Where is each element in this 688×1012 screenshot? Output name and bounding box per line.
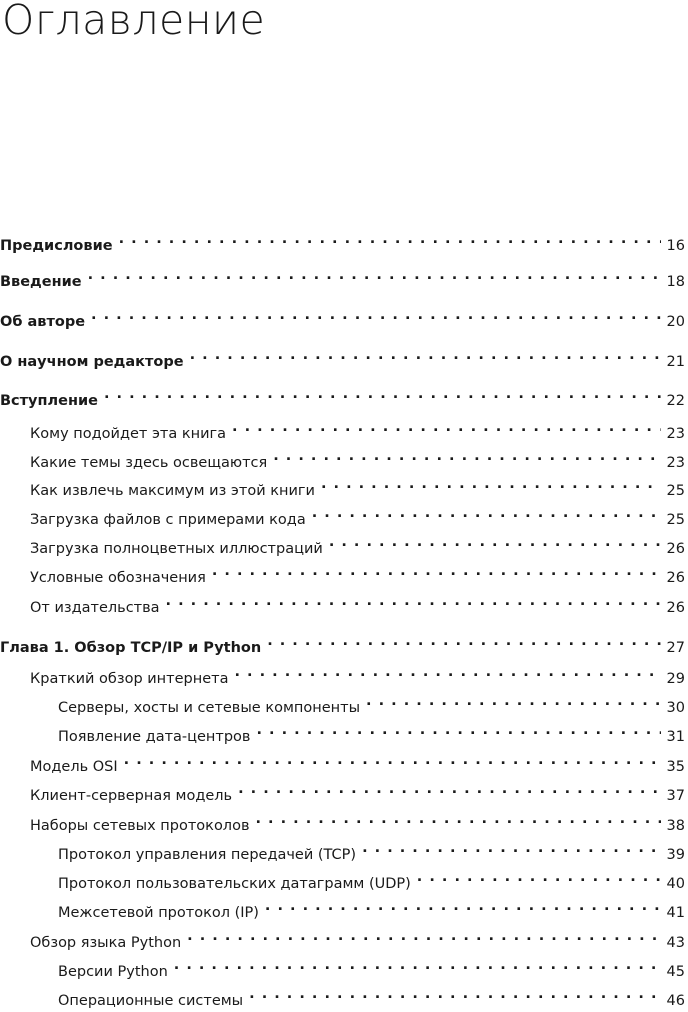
toc-entry[interactable] xyxy=(0,445,688,471)
toc-entry-title: Загрузка файлов с примерами кода xyxy=(30,512,306,528)
dot-leader xyxy=(366,690,661,712)
toc-entry-title: Кому подойдет эта книга xyxy=(30,426,227,442)
toc-entry-page-number: 46 xyxy=(666,993,685,1009)
toc-entry[interactable] xyxy=(0,590,688,616)
toc-entry-page-number: 40 xyxy=(666,876,685,892)
toc-entry[interactable] xyxy=(0,690,688,716)
toc-entry-title: Межсетевой протокол (IP) xyxy=(58,905,259,921)
toc-entry-page-number: 22 xyxy=(666,393,685,409)
toc-entry[interactable] xyxy=(0,749,688,775)
toc-entry-page-number: 21 xyxy=(666,354,685,370)
toc-entry-page-number: 27 xyxy=(666,640,685,656)
toc-entry[interactable] xyxy=(0,837,688,863)
toc-entry-title: От издательства xyxy=(30,600,160,616)
toc-entry-title: Обзор языка Python xyxy=(30,935,182,951)
dot-leader xyxy=(256,808,661,830)
toc-entry-title: Какие темы здесь освещаются xyxy=(30,455,268,471)
toc-entry-title: Модель OSI xyxy=(30,759,118,775)
page-title: Оглавление xyxy=(2,0,266,44)
toc-entry-page-number: 23 xyxy=(666,455,685,471)
toc-entry-page-number: 30 xyxy=(666,700,685,716)
dot-leader xyxy=(238,778,660,800)
toc-entry[interactable] xyxy=(0,304,688,330)
toc-entry[interactable] xyxy=(0,473,688,499)
dot-leader xyxy=(234,661,660,683)
toc-entry[interactable] xyxy=(0,866,688,892)
toc-entry-page-number: 43 xyxy=(666,935,685,951)
toc-entry[interactable] xyxy=(0,416,688,442)
toc-entry-title: Вступление xyxy=(0,393,98,409)
dot-leader xyxy=(91,304,661,326)
toc-entry-title: Серверы, хосты и сетевые компоненты xyxy=(58,700,361,716)
toc-entry[interactable] xyxy=(0,983,688,1009)
toc-entry-page-number: 23 xyxy=(666,426,685,442)
dot-leader xyxy=(187,925,660,947)
toc-entry[interactable] xyxy=(0,344,688,370)
toc-entry[interactable] xyxy=(0,630,688,656)
toc-entry-title: Краткий обзор интернета xyxy=(30,671,229,687)
toc-entry-title: Предисловие xyxy=(0,238,113,254)
dot-leader xyxy=(265,895,661,917)
dot-leader xyxy=(212,560,661,582)
dot-leader xyxy=(249,983,660,1005)
dot-leader xyxy=(232,416,661,438)
dot-leader xyxy=(190,344,661,366)
toc-entry[interactable] xyxy=(0,778,688,804)
toc-entry-page-number: 31 xyxy=(666,729,685,745)
toc-entry-title: Появление дата-центров xyxy=(58,729,251,745)
toc-entry-page-number: 41 xyxy=(666,905,685,921)
toc-entry-title: О научном редакторе xyxy=(0,354,184,370)
toc-entry-page-number: 26 xyxy=(666,541,685,557)
toc-entry-page-number: 20 xyxy=(666,314,685,330)
dot-leader xyxy=(104,383,661,405)
toc-entry-page-number: 26 xyxy=(666,570,685,586)
toc-entry[interactable] xyxy=(0,531,688,557)
toc-entry-page-number: 25 xyxy=(666,512,685,528)
toc-entry[interactable] xyxy=(0,383,688,409)
toc-entry-title: Протокол управления передачей (TCP) xyxy=(58,847,357,863)
toc-entry-title: Операционные системы xyxy=(58,993,244,1009)
toc-entry-title: Протокол пользовательских датаграмм (UDP) xyxy=(58,876,411,892)
toc-entry[interactable] xyxy=(0,808,688,834)
toc-entry[interactable] xyxy=(0,954,688,980)
dot-leader xyxy=(321,473,661,495)
toc-entry[interactable] xyxy=(0,925,688,951)
dot-leader xyxy=(362,837,660,859)
toc-entry-page-number: 37 xyxy=(666,788,685,804)
toc-entry-title: Введение xyxy=(0,274,82,290)
dot-leader xyxy=(124,749,661,771)
toc-entry[interactable] xyxy=(0,264,688,290)
toc-entry[interactable] xyxy=(0,719,688,745)
toc-entry-title: Загрузка полноцветных иллюстраций xyxy=(30,541,323,557)
toc-entry-page-number: 45 xyxy=(666,964,685,980)
dot-leader xyxy=(88,264,661,286)
dot-leader xyxy=(329,531,661,553)
toc-entry-title: Глава 1. Обзор TCP/IP и Python xyxy=(0,640,262,656)
toc-entry[interactable] xyxy=(0,661,688,687)
toc-entry-page-number: 29 xyxy=(666,671,685,687)
toc-entry-title: Версии Python xyxy=(58,964,168,980)
dot-leader xyxy=(174,954,661,976)
dot-leader xyxy=(273,445,660,467)
dot-leader xyxy=(267,630,660,652)
toc-entry[interactable] xyxy=(0,895,688,921)
dot-leader xyxy=(312,502,661,524)
toc-entry[interactable] xyxy=(0,502,688,528)
toc-entry-page-number: 25 xyxy=(666,483,685,499)
toc-entry[interactable] xyxy=(0,560,688,586)
toc-entry-page-number: 16 xyxy=(666,238,685,254)
toc-entry-page-number: 39 xyxy=(666,847,685,863)
toc-entry-page-number: 38 xyxy=(666,818,685,834)
toc-entry-title: Как извлечь максимум из этой книги xyxy=(30,483,315,499)
toc-entry[interactable] xyxy=(0,228,688,254)
toc-entry-title: Наборы сетевых протоколов xyxy=(30,818,250,834)
toc-entry-page-number: 26 xyxy=(666,600,685,616)
toc-entry-page-number: 18 xyxy=(666,274,685,290)
toc-entry-title: Об авторе xyxy=(0,314,86,330)
dot-leader xyxy=(256,719,660,741)
dot-leader xyxy=(119,228,661,250)
toc-entry-title: Клиент-серверная модель xyxy=(30,788,233,804)
toc-entry-page-number: 35 xyxy=(666,759,685,775)
dot-leader xyxy=(417,866,661,888)
toc-entry-title: Условные обозначения xyxy=(30,570,206,586)
dot-leader xyxy=(166,590,661,612)
